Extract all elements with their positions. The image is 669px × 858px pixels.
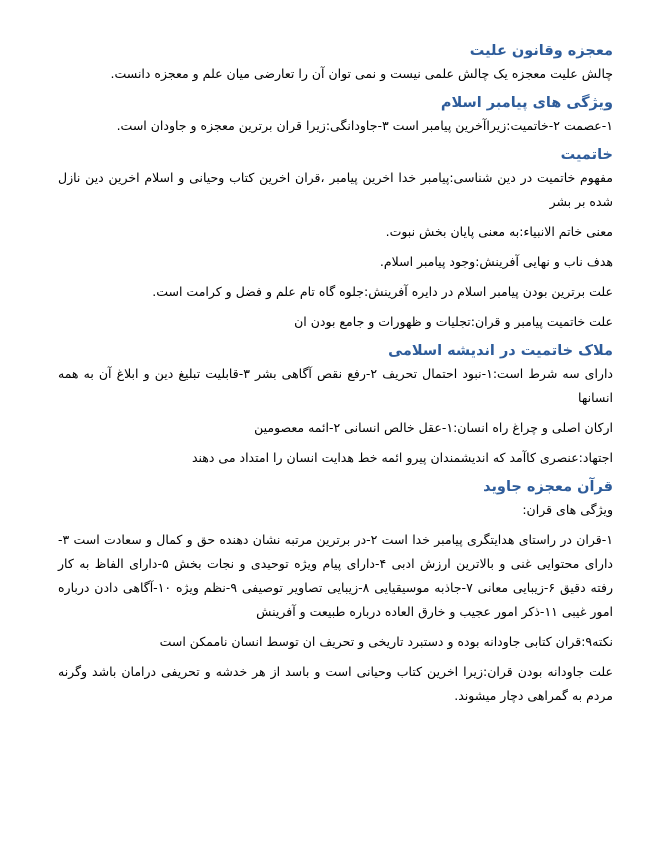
section — [58, 144, 613, 334]
section-heading: ویژگی های پیامبر اسلام — [440, 95, 613, 111]
section-heading: ملاک خاتمیت در اندیشه اسلامی — [388, 343, 613, 359]
paragraph: اجتهاد:عنصری کاآمد که اندیشمندان پیرو ائمه خط هدایت انسان را امتداد می دهند — [191, 450, 613, 465]
paragraph: ۱-عصمت ۲-خاتمیت:زیراآخرین پیامبر است ۳-جاودانگی:زیرا قران برترین معجزه و جاودان است. — [116, 118, 613, 133]
paragraph: ارکان اصلی و چراغ راه انسان:۱-عقل خالص انسانی ۲-ائمه معصومین — [254, 420, 613, 435]
section — [58, 340, 613, 470]
section — [58, 476, 613, 708]
section — [58, 92, 613, 138]
paragraph: هدف ناب و نهایی آفرینش:وجود پیامبر اسلام. — [379, 254, 613, 269]
section-heading: معجزه وقانون علیت — [469, 43, 613, 59]
paragraph: معنی خاتم الانبیاء:به معنی پایان بخش نبوت. — [385, 224, 613, 239]
section-heading: قرآن معجزه جاوید — [483, 479, 613, 495]
paragraph: دارای سه شرط است:۱-نبود احتمال تحریف ۲-رفع نقص آگاهی بشر ۳-قابلیت تبلیغ دین و ابلاغ آن به همه انسانها — [58, 366, 613, 405]
section — [58, 40, 613, 86]
paragraph: نکته۹:قران کتابی جاودانه بوده و دستبرد تاریخی و تحریف ان توسط انسان ناممکن است — [159, 634, 613, 649]
paragraph: مفهوم خاتمیت در دین شناسی:پیامبر خدا اخرین پیامبر ،قران اخرین کتاب وحیانی و اسلام اخرین دین نازل شده بر بشر — [58, 170, 613, 209]
document-body — [58, 40, 613, 708]
paragraph: چالش علیت معجزه یک چالش علمی نیست و نمی توان آن را تعارضی میان علم و معجزه دانست. — [110, 66, 613, 81]
paragraph: علت جاودانه بودن قران:زیرا اخرین کتاب وحیانی است و باسد از هر خدشه و تحریفی درامان باشد وگرنه مردم به گمراهی دچار میشوند. — [58, 664, 613, 703]
paragraph: علت خاتمیت پیامبر و قران:تجلیات و ظهورات و جامع بودن ان — [294, 314, 613, 329]
section-heading: خاتمیت — [560, 147, 613, 163]
paragraph: ویژگی های قران: — [522, 502, 613, 517]
paragraph: ۱-قران در راستای هدایتگری پیامبر خدا است ۲-در برترین مرتبه نشان دهنده حق و کمال و سعادت است ۳-دارای محتوایی غنی و بالاترین ارزش ادبی ۴-دارای پیام ویژه توحیدی و نجات بخش ۵-دارای الفاظ به کار رفته دقیق ۶-زیبایی معانی ۷-جاذبه موسیقیایی ۸-زیبایی تصاویر توصیفی ۹-نظم ویژه ۱۰-آگاهی دادن درباره امور غیبی ۱۱-ذکر امور عجیب و خارق العاده درباره طبیعت و آفرینش — [58, 532, 614, 619]
paragraph: علت برترین بودن پیامبر اسلام در دایره آفرینش:جلوه گاه تام علم و فضل و کرامت است. — [152, 284, 613, 299]
